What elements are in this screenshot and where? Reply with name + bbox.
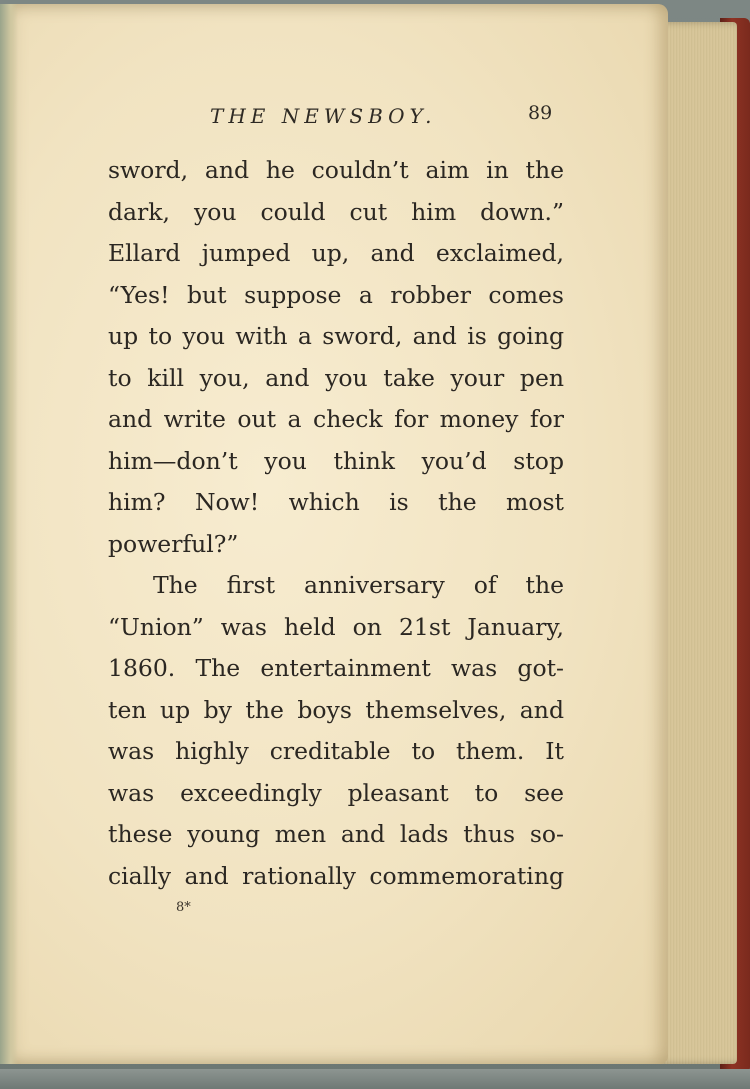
text-line: ten up by the boys themselves, and — [108, 695, 564, 724]
text-line: cially and rationally commemorating — [108, 861, 564, 890]
text-line: 1860. The entertainment was got- — [108, 654, 564, 682]
text-line: him—don’t you think you’d stop — [108, 446, 564, 475]
text-line: was exceedingly pleasant to see — [108, 778, 564, 807]
text-line: him? Now! which is the most — [108, 488, 564, 516]
paragraph-start-line: The first anniversary of the — [153, 571, 564, 599]
page-number: 89 — [528, 102, 553, 124]
text-line: these young men and lads thus so- — [108, 820, 564, 848]
page-text — [108, 150, 564, 897]
book-cover-bottom — [0, 1069, 750, 1089]
running-title: THE NEWSBOY. — [210, 104, 437, 128]
text-line: “Union” was held on 21st January, — [108, 612, 564, 641]
text-line: was highly creditable to them. It — [108, 737, 564, 765]
text-line: to kill you, and you take your pen — [108, 363, 564, 392]
signature-mark: 8* — [176, 900, 191, 915]
text-line: powerful?” — [108, 529, 239, 558]
text-line: dark, you could cut him down.” — [108, 197, 564, 226]
text-line: up to you with a sword, and is going — [108, 322, 564, 350]
text-line: sword, and he couldn’t aim in the — [108, 156, 564, 184]
running-head — [110, 104, 560, 134]
text-line: Ellard jumped up, and exclaimed, — [108, 239, 564, 267]
page-gutter — [0, 4, 18, 1064]
text-line: “Yes! but suppose a robber comes — [108, 280, 564, 309]
text-line: and write out a check for money for — [108, 405, 564, 433]
